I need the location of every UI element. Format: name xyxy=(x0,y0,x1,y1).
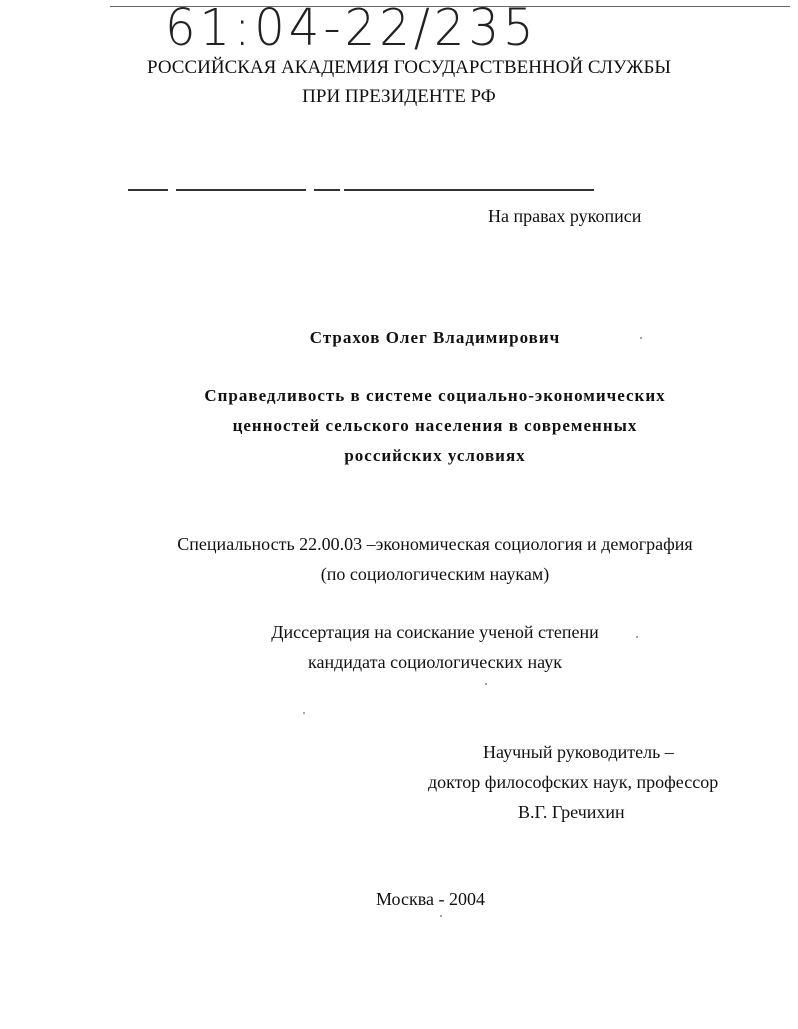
specialty-code: Специальность 22.00.03 –экономическая социология и демография xyxy=(177,534,693,554)
supervisor-role: Научный руководитель – xyxy=(483,742,674,762)
place-and-year: Москва - 2004 xyxy=(376,889,485,909)
thesis-title-line: российских условиях xyxy=(344,446,526,465)
scan-speck xyxy=(303,712,305,714)
author-name: Страхов Олег Владимирович xyxy=(309,328,561,347)
divider-segment xyxy=(176,189,306,191)
manuscript-rights-note: На правах рукописи xyxy=(488,206,642,226)
divider-segment xyxy=(344,189,594,191)
specialty-field: (по социологическим наукам) xyxy=(320,564,550,584)
scan-speck xyxy=(440,915,442,917)
handwritten-archive-code: 61:04-22/235 xyxy=(165,0,538,58)
scan-speck xyxy=(485,683,487,685)
scan-speck xyxy=(636,636,638,638)
divider-segment xyxy=(314,189,340,191)
degree-purpose: Диссертация на соискание ученой степени xyxy=(271,622,599,642)
scan-speck xyxy=(640,337,642,339)
divider-segment xyxy=(128,189,168,191)
degree-name: кандидата социологических наук xyxy=(308,652,562,672)
thesis-title-line: Справедливость в системе социально-экономических xyxy=(204,386,666,405)
supervisor-degree: доктор философских наук, профессор xyxy=(428,772,719,792)
supervisor-name: В.Г. Гречихин xyxy=(518,802,625,822)
institution-name: РОССИЙСКАЯ АКАДЕМИЯ ГОСУДАРСТВЕННОЙ СЛУЖБЫ xyxy=(147,57,671,78)
thesis-title-line: ценностей сельского населения в современных xyxy=(232,416,638,435)
institution-subtitle: ПРИ ПРЕЗИДЕНТЕ РФ xyxy=(302,86,496,107)
